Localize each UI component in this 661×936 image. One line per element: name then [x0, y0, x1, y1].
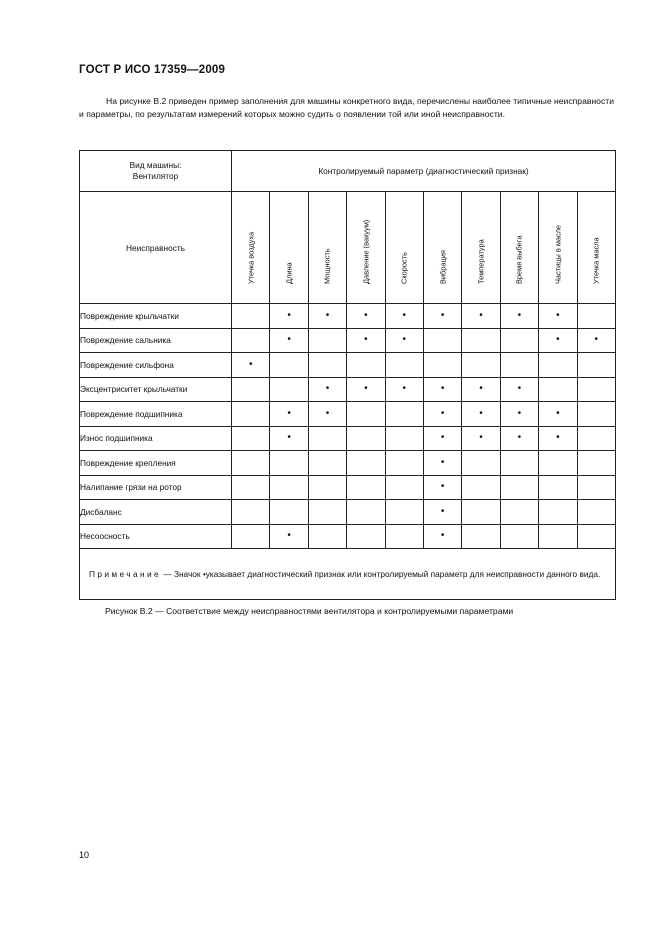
table-row	[80, 451, 616, 476]
mark-cell-checked	[500, 426, 538, 451]
parameter-label: Давление (вакуум)	[361, 219, 371, 284]
bullet-mark-icon: •	[556, 334, 560, 346]
mark-cell-empty	[577, 475, 615, 500]
mark-cell-empty	[232, 426, 270, 451]
fault-name: Налипание грязи на ротор	[80, 475, 232, 500]
mark-cell-checked	[347, 328, 385, 353]
mark-cell-empty	[577, 353, 615, 378]
parameter-header: Контролируемый параметр (диагностический признак)	[232, 151, 616, 192]
parameter-label: Утечка воздуха	[246, 231, 256, 284]
fault-name: Повреждение крепления	[80, 451, 232, 476]
mark-cell-empty	[539, 500, 577, 525]
parameter-column-header	[462, 192, 500, 304]
fault-name: Эксцентриситет крыльчатки	[80, 377, 232, 402]
mark-cell-empty	[385, 353, 423, 378]
fault-name: Дисбаланс	[80, 500, 232, 525]
parameter-label: Частицы в масле	[553, 224, 563, 284]
parameter-label: Утечка масла	[591, 237, 601, 284]
mark-cell-empty	[347, 353, 385, 378]
mark-cell-empty	[462, 353, 500, 378]
mark-cell-empty	[308, 500, 346, 525]
mark-cell-empty	[539, 353, 577, 378]
mark-cell-checked	[577, 328, 615, 353]
mark-cell-checked	[270, 402, 308, 427]
parameter-label: Время выбега	[514, 235, 524, 284]
fault-name: Несоосность	[80, 524, 232, 549]
mark-cell-checked	[385, 328, 423, 353]
mark-cell-empty	[385, 451, 423, 476]
table-row	[80, 500, 616, 525]
fault-name: Повреждение сальника	[80, 328, 232, 353]
note-text: — Значок •указывает диагностический признак или контролируемый параметр для неисправности данного вида.	[161, 568, 601, 579]
mark-cell-empty	[347, 524, 385, 549]
bullet-mark-icon: •	[556, 407, 560, 419]
mark-cell-empty	[500, 328, 538, 353]
table-row	[80, 426, 616, 451]
mark-cell-empty	[462, 475, 500, 500]
bullet-mark-icon: •	[479, 432, 483, 444]
parameter-column-header	[232, 192, 270, 304]
mark-cell-empty	[539, 377, 577, 402]
bullet-mark-icon: •	[402, 334, 407, 346]
mark-cell-empty	[270, 500, 308, 525]
note-lead: Примечание	[89, 568, 162, 579]
mark-cell-empty	[270, 451, 308, 476]
mark-cell-empty	[500, 500, 538, 525]
parameter-column-header	[308, 192, 346, 304]
table-note	[80, 549, 616, 600]
mark-cell-empty	[308, 328, 346, 353]
mark-cell-empty	[539, 475, 577, 500]
mark-cell-empty	[347, 500, 385, 525]
mark-cell-checked	[500, 377, 538, 402]
bullet-mark-icon: •	[517, 432, 522, 444]
mark-cell-empty	[462, 500, 500, 525]
bullet-mark-icon: •	[325, 383, 330, 395]
bullet-mark-icon: •	[402, 383, 407, 395]
bullet-mark-icon: •	[479, 309, 483, 321]
mark-cell-empty	[308, 451, 346, 476]
bullet-mark-icon: •	[556, 309, 560, 321]
mark-cell-checked	[423, 451, 461, 476]
bullet-mark-icon: •	[517, 383, 522, 395]
mark-cell-checked	[347, 304, 385, 329]
machine-type-value: Вентилятор	[132, 171, 179, 181]
fault-name: Повреждение сильфона	[80, 353, 232, 378]
note-row	[80, 549, 616, 600]
bullet-mark-icon: •	[440, 530, 445, 542]
parameter-label: Скорость	[399, 252, 409, 284]
mark-cell-checked	[462, 426, 500, 451]
mark-cell-empty	[577, 377, 615, 402]
mark-cell-checked	[423, 304, 461, 329]
table-row	[80, 353, 616, 378]
parameter-label: Мощность	[322, 248, 332, 284]
parameter-column-header	[385, 192, 423, 304]
parameter-column-header	[347, 192, 385, 304]
bullet-mark-icon: •	[440, 383, 445, 395]
mark-cell-checked	[423, 402, 461, 427]
fault-name: Износ подшипника	[80, 426, 232, 451]
mark-cell-empty	[577, 451, 615, 476]
fault-name: Повреждение подшипника	[80, 402, 232, 427]
mark-cell-empty	[347, 426, 385, 451]
mark-cell-checked	[385, 377, 423, 402]
mark-cell-empty	[462, 328, 500, 353]
bullet-mark-icon: •	[364, 383, 368, 395]
mark-cell-checked	[500, 304, 538, 329]
mark-cell-checked	[423, 426, 461, 451]
mark-cell-empty	[270, 475, 308, 500]
bullet-mark-icon: •	[440, 407, 445, 419]
mark-cell-checked	[270, 328, 308, 353]
mark-cell-empty	[385, 402, 423, 427]
parameter-label: Вибрация	[438, 250, 448, 284]
mark-cell-empty	[232, 377, 270, 402]
mark-cell-empty	[308, 524, 346, 549]
mark-cell-empty	[539, 524, 577, 549]
bullet-mark-icon: •	[287, 530, 291, 542]
parameter-column-header	[423, 192, 461, 304]
figure-caption: Рисунок В.2 — Соответствие между неисправностями вентилятора и контролируемыми параметрами	[105, 606, 514, 616]
mark-cell-empty	[577, 402, 615, 427]
mark-cell-checked	[539, 426, 577, 451]
bullet-mark-icon: •	[440, 309, 445, 321]
table-row	[80, 304, 616, 329]
table-row	[80, 377, 616, 402]
bullet-mark-icon: •	[479, 383, 483, 395]
document-header: ГОСТ Р ИСО 17359—2009	[79, 64, 226, 76]
bullet-mark-icon: •	[517, 309, 522, 321]
mark-cell-empty	[232, 475, 270, 500]
parameter-label: Длина	[284, 262, 294, 284]
mark-cell-empty	[232, 328, 270, 353]
bullet-mark-icon: •	[440, 505, 445, 517]
mark-cell-checked	[308, 402, 346, 427]
mark-cell-empty	[577, 500, 615, 525]
bullet-mark-icon: •	[287, 309, 291, 321]
mark-cell-empty	[232, 402, 270, 427]
bullet-mark-icon: •	[364, 334, 368, 346]
mark-cell-checked	[270, 524, 308, 549]
mark-cell-empty	[462, 524, 500, 549]
bullet-mark-icon: •	[440, 481, 445, 493]
parameter-label: Температура	[476, 239, 486, 284]
mark-cell-empty	[500, 475, 538, 500]
parameter-column-header	[577, 192, 615, 304]
fault-parameter-table	[79, 150, 616, 600]
bullet-mark-icon: •	[325, 309, 330, 321]
parameter-column-header	[270, 192, 308, 304]
bullet-mark-icon: •	[287, 407, 291, 419]
mark-cell-empty	[270, 377, 308, 402]
mark-cell-empty	[539, 451, 577, 476]
mark-cell-checked	[347, 377, 385, 402]
table-header-row-2	[80, 192, 616, 304]
intro-paragraph: На рисунке В.2 приведен пример заполнения для машины конкретного вида, перечислены наиболее типичные неисправности и параметры, по результатам измерений которых можно судить о появлении той или иной неисправности.	[79, 96, 614, 120]
mark-cell-checked	[308, 304, 346, 329]
table-row	[80, 475, 616, 500]
mark-cell-checked	[423, 500, 461, 525]
mark-cell-checked	[385, 304, 423, 329]
fault-header: Неисправность	[80, 192, 232, 304]
bullet-mark-icon: •	[248, 358, 253, 370]
mark-cell-empty	[500, 451, 538, 476]
mark-cell-empty	[423, 328, 461, 353]
mark-cell-empty	[385, 475, 423, 500]
mark-cell-empty	[347, 475, 385, 500]
mark-cell-empty	[308, 475, 346, 500]
mark-cell-empty	[232, 304, 270, 329]
bullet-mark-icon: •	[440, 432, 445, 444]
bullet-mark-icon: •	[479, 407, 483, 419]
table-row	[80, 402, 616, 427]
mark-cell-checked	[270, 304, 308, 329]
mark-cell-empty	[347, 402, 385, 427]
parameter-column-header	[500, 192, 538, 304]
machine-type-label: Вид машины:	[129, 160, 182, 170]
mark-cell-checked	[500, 402, 538, 427]
bullet-mark-icon: •	[287, 432, 291, 444]
table-row	[80, 328, 616, 353]
mark-cell-checked	[232, 353, 270, 378]
table-header-row-1	[80, 151, 616, 192]
bullet-mark-icon: •	[556, 432, 560, 444]
bullet-mark-icon: •	[440, 456, 445, 468]
mark-cell-empty	[232, 524, 270, 549]
mark-cell-checked	[308, 377, 346, 402]
parameter-column-header	[539, 192, 577, 304]
machine-type-cell	[80, 151, 232, 192]
mark-cell-checked	[423, 475, 461, 500]
mark-cell-checked	[423, 377, 461, 402]
bullet-mark-icon: •	[402, 309, 407, 321]
mark-cell-empty	[423, 353, 461, 378]
mark-cell-empty	[500, 524, 538, 549]
mark-cell-empty	[385, 500, 423, 525]
mark-cell-checked	[462, 304, 500, 329]
mark-cell-empty	[577, 524, 615, 549]
mark-cell-empty	[270, 353, 308, 378]
bullet-mark-icon: •	[325, 407, 330, 419]
mark-cell-checked	[462, 377, 500, 402]
fault-name: Повреждение крыльчатки	[80, 304, 232, 329]
page-number: 10	[79, 850, 90, 860]
mark-cell-empty	[232, 500, 270, 525]
mark-cell-checked	[539, 402, 577, 427]
bullet-mark-icon: •	[517, 407, 522, 419]
mark-cell-checked	[539, 328, 577, 353]
mark-cell-checked	[270, 426, 308, 451]
mark-cell-empty	[462, 451, 500, 476]
mark-cell-empty	[577, 426, 615, 451]
mark-cell-checked	[539, 304, 577, 329]
mark-cell-empty	[347, 451, 385, 476]
bullet-mark-icon: •	[364, 309, 368, 321]
mark-cell-empty	[577, 304, 615, 329]
bullet-mark-icon: •	[594, 334, 599, 346]
mark-cell-checked	[462, 402, 500, 427]
mark-cell-empty	[308, 353, 346, 378]
mark-cell-empty	[385, 426, 423, 451]
mark-cell-empty	[308, 426, 346, 451]
mark-cell-empty	[232, 451, 270, 476]
bullet-mark-icon: •	[287, 334, 291, 346]
mark-cell-empty	[385, 524, 423, 549]
mark-cell-empty	[500, 353, 538, 378]
table-row	[80, 524, 616, 549]
mark-cell-checked	[423, 524, 461, 549]
